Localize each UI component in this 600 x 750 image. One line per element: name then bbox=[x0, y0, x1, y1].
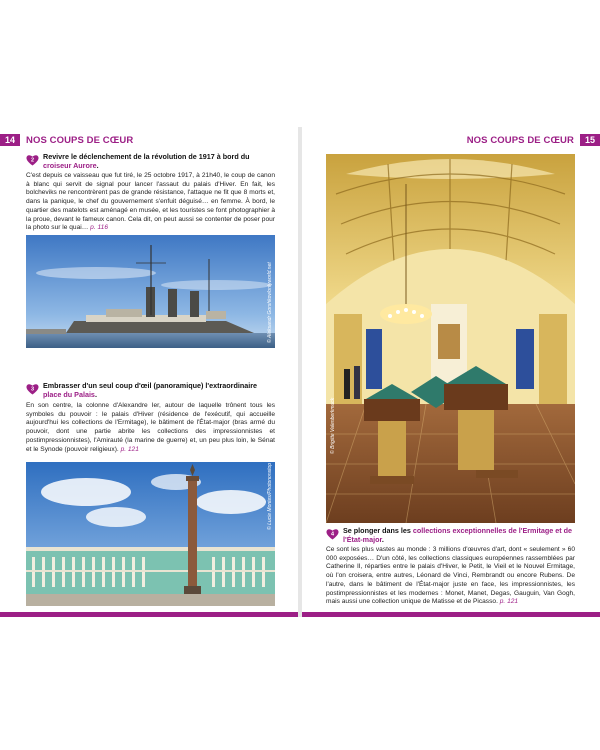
heart-number-icon bbox=[326, 527, 339, 539]
photo-cruiser-aurora bbox=[26, 235, 275, 348]
body-text-hermitage: Ce sont les plus vastes au monde : 3 millions d'œuvres d'art, dont « seulement » 60 000 exposées… D'un côté, les collections classiques européennes rassemblées par Catherine II, réparties entre le palais d'Hiver, le Petit, le Vieil et le Nouvel Ermitage, où l'on croisera, entre autres, Léonard de Vinci, Rembrandt ou encore Rubens. De l'autre, dans le bâtiment de l'État-major juste en face, les impressionnistes, les postimpressionnistes et les modernes : Monet, Manet, Degas, Gauguin, Van Gogh, mais aussi une collection unique de Matisse et de Picasso. bbox=[326, 546, 575, 606]
right-header-title: NOS COUPS DE CŒUR bbox=[466, 134, 574, 146]
body-text-palace-square: En son centre, la colonne d'Alexandre Ier, autour de laquelle trônent tous les symboles du pouvoir : le palais d'Hiver (résidence de l'exécutif, qui accueille aujourd'hui les collections de l'Ermitage), le bâtiment de l'État-major (bras armé du pouvoir, dont une partie abrite les collections des impressionnistes et postimpressionnistes), l'Amirauté (la marine de guerre) et, un peu plus loin, le Sénat et le Synode (pouvoir religieux). bbox=[26, 402, 275, 453]
left-page-number: 14 bbox=[0, 134, 20, 146]
page-ref-hermitage: p. 121 bbox=[499, 598, 519, 606]
section-heading-aurora bbox=[26, 153, 276, 170]
body-palace-square bbox=[26, 402, 275, 454]
section-heading-hermitage bbox=[326, 527, 576, 544]
heading-text-hermitage: Se plonger dans les bbox=[343, 526, 413, 535]
photo-credit-aurora: © Aleksandr Gorshkov/onlyworld.net bbox=[267, 262, 273, 343]
heart-number-icon bbox=[26, 382, 39, 394]
body-text-aurora: C'est depuis ce vaisseau que fut tiré, le 25 octobre 1917, à 21h40, le coup de canon à blanc qui servit de signal pour lancer l'assaut du palais d'Hiver. En fait, les bolcheviks ne rencontrèrent pas de grande résistance, l'attaque ne fit que 8 morts et, dans la panique, le chef du gouvernement s'enfuit déguisé… en femme. À bord, le quartier des matelots est aménagé en musée, et les touristes se font photographier à la proue, devant le fameux canon. Cela dit, on peut aussi se contenter de poser pour la photo sur le quai… bbox=[26, 172, 275, 232]
heading-end-palace-square: . bbox=[94, 389, 97, 399]
right-page bbox=[302, 127, 600, 617]
heart-number-icon bbox=[26, 153, 39, 165]
left-bottom-bar bbox=[0, 612, 298, 617]
left-page-header bbox=[0, 134, 139, 146]
photo-palace-square bbox=[26, 462, 275, 606]
heading-highlight-palace-square: place du Palais bbox=[43, 389, 95, 399]
heading-text-aurora: Revivre le déclenchement de la révolution de 1917 à bord du bbox=[43, 152, 250, 161]
photo-credit-hermitage: © Brigitte Valenberkmuck bbox=[330, 397, 336, 454]
heading-highlight-aurora: croiseur Aurore bbox=[43, 160, 97, 170]
heading-end-hermitage: . bbox=[381, 534, 384, 544]
heading-highlight-hermitage: collections exceptionnelles de l'Ermitage et de l'État-major bbox=[343, 526, 572, 544]
body-hermitage bbox=[326, 546, 575, 607]
page-ref-palace-square: p. 121 bbox=[120, 445, 139, 453]
book-spread bbox=[0, 127, 600, 617]
svg-text:2: 2 bbox=[30, 157, 35, 164]
right-bottom-bar bbox=[302, 612, 600, 617]
left-page bbox=[0, 127, 298, 617]
svg-text:3: 3 bbox=[30, 386, 35, 393]
body-aurora bbox=[26, 172, 275, 233]
photo-hermitage-hall bbox=[326, 154, 575, 523]
heading-text-palace-square: Embrasser d'un seul coup d'œil (panoramique) l'extraordinaire bbox=[43, 381, 258, 390]
page-ref-aurora: p. 116 bbox=[90, 224, 108, 232]
heading-end-aurora: . bbox=[96, 160, 99, 170]
section-heading-palace-square bbox=[26, 382, 276, 399]
right-page-header bbox=[461, 134, 600, 146]
left-header-title: NOS COUPS DE CŒUR bbox=[26, 134, 134, 146]
right-page-number: 15 bbox=[580, 134, 600, 146]
svg-text:4: 4 bbox=[330, 531, 335, 538]
photo-credit-palace-square: © Lucie Montes/Photononstop bbox=[267, 462, 273, 530]
